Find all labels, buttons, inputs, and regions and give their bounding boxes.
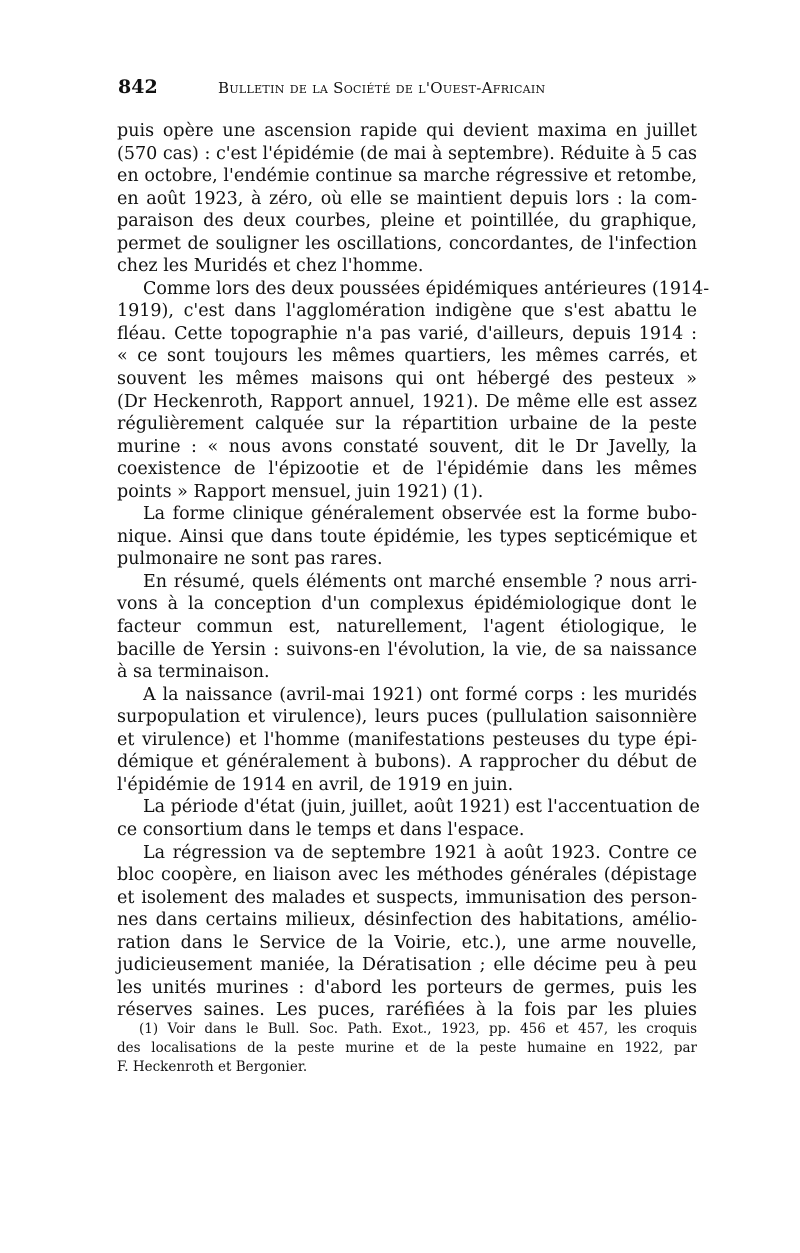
- text-line: ce consortium dans le temps et dans l'espace.: [117, 819, 525, 840]
- text-line: (570 cas) : c'est l'épidémie (de mai à septembre). Réduite à 5 cas: [117, 143, 697, 164]
- text-line: et virulence) et l'homme (manifestations pesteuses du type épi-: [117, 729, 697, 750]
- text-line: bacille de Yersin : suivons-en l'évolution, la vie, de sa naissance: [117, 639, 697, 660]
- text-line: permet de souligner les oscillations, concordantes, de l'infection: [117, 233, 697, 254]
- text-line: « ce sont toujours les mêmes quartiers, les mêmes carrés, et: [117, 346, 697, 367]
- text-line: A la naissance (avril-mai 1921) ont formé corps : les muridés: [143, 684, 697, 705]
- text-line: à sa terminaison.: [117, 662, 270, 683]
- footnote-line: des localisations de la peste murine et de la peste humaine en 1922, par: [117, 1040, 697, 1056]
- text-line: souvent les mêmes maisons qui ont hébergé des pesteux »: [117, 369, 697, 390]
- text-line: points » Rapport mensuel, juin 1921) (1).: [117, 481, 484, 502]
- running-title: Bulletin de la Société de l'Ouest-Africain: [218, 79, 546, 97]
- text-line: surpopulation et virulence), leurs puces (pullulation saisonnière: [117, 707, 697, 728]
- text-line: En résumé, quels éléments ont marché ensemble ? nous arri-: [143, 571, 697, 592]
- text-line: fléau. Cette topographie n'a pas varié, d'ailleurs, depuis 1914 :: [117, 323, 697, 344]
- text-line: Comme lors des deux poussées épidémiques antérieures (1914-: [143, 278, 710, 299]
- text-line: La période d'état (juin, juillet, août 1921) est l'accentuation de: [143, 797, 700, 818]
- text-line: murine : « nous avons constaté souvent, dit le Dr Javelly, la: [117, 436, 697, 457]
- body-text: [117, 120, 710, 1022]
- text-line: nes dans certains milieux, désinfection des habitations, amélio-: [117, 910, 697, 931]
- text-line: les unités murines : d'abord les porteurs de germes, puis les: [117, 977, 697, 998]
- text-line: vons à la conception d'un complexus épidémiologique dont le: [117, 594, 697, 615]
- text-line: ration dans le Service de la Voirie, etc.), une arme nouvelle,: [117, 932, 697, 953]
- text-line: puis opère une ascension rapide qui devient maxima en juillet: [117, 121, 697, 141]
- text-line: démique et généralement à bubons). A rapprocher du début de: [117, 752, 697, 773]
- text-line: facteur commun est, naturellement, l'agent étiologique, le: [117, 617, 697, 638]
- text-line: judicieusement maniée, la Dératisation ; elle décime peu à peu: [117, 955, 697, 976]
- footnote: [117, 1020, 697, 1077]
- footnote-line: F. Heckenroth et Bergonier.: [117, 1059, 308, 1075]
- text-line: (Dr Heckenroth, Rapport annuel, 1921). De même elle est assez: [117, 391, 697, 412]
- text-line: pulmonaire ne sont pas rares.: [117, 549, 383, 570]
- text-line: en août 1923, à zéro, où elle se maintient depuis lors : la com-: [117, 188, 697, 209]
- text-line: paraison des deux courbes, pleine et pointillée, du graphique,: [117, 211, 697, 232]
- text-line: en octobre, l'endémie continue sa marche régressive et retombe,: [117, 166, 697, 187]
- text-line: bloc coopère, en liaison avec les méthodes générales (dépistage: [117, 865, 697, 886]
- text-line: réserves saines. Les puces, raréfiées à la fois par les pluies: [117, 1000, 697, 1021]
- text-line: La forme clinique généralement observée est la forme bubo-: [143, 504, 697, 525]
- page-number: 842: [118, 76, 158, 98]
- text-line: La régression va de septembre 1921 à août 1923. Contre ce: [143, 842, 697, 863]
- text-line: chez les Muridés et chez l'homme.: [117, 256, 424, 277]
- footnote-line: (1) Voir dans le Bull. Soc. Path. Exot., 1923, pp. 456 et 457, les croquis: [139, 1021, 697, 1037]
- text-line: l'épidémie de 1914 en avril, de 1919 en juin.: [117, 774, 514, 795]
- text-line: 1919), c'est dans l'agglomération indigène que s'est abattu le: [117, 301, 697, 322]
- text-line: et isolement des malades et suspects, immunisation des person-: [117, 887, 697, 908]
- text-line: nique. Ainsi que dans toute épidémie, les types septicémique et: [117, 526, 697, 547]
- page-header: [118, 76, 698, 100]
- text-line: régulièrement calquée sur la répartition urbaine de la peste: [117, 414, 697, 435]
- text-line: coexistence de l'épizootie et de l'épidémie dans les mêmes: [117, 459, 697, 480]
